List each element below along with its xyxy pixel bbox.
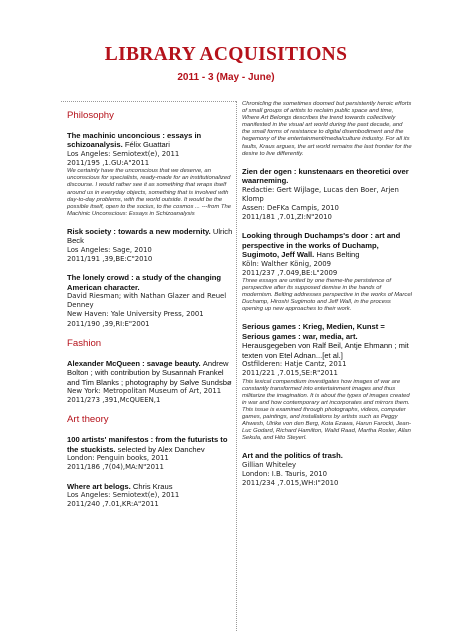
catalog-entry — [67, 227, 234, 264]
lead-abstract: Chronicling the sometimes doomed but persistently heroic efforts of small groups of artists to reclaim public space and time, Where Art Belongs describes the trend towards collectively manifested in the visual art world during the past decade, and the small forms of resistance to digital disembodiment and the hegemony of the entertainment/media/culture industry. For all its faults, Kraus argues, the art world remains the last frontier for the desire to live differently. — [242, 101, 412, 157]
catalog-entry — [242, 231, 412, 313]
entry-title-text: Looking through Duchamps's door : art and perspective in the works of Duchamp, Sugimoto, Jeff Wall. — [242, 231, 401, 260]
entry-detail-line: 2011/190 ,39,RI:E"2001 — [67, 319, 150, 328]
catalog-entry — [67, 131, 234, 218]
section-heading: Philosophy — [67, 110, 114, 121]
catalog-entry — [242, 167, 412, 223]
entry-detail-line: New York: Metropolitan Museum of Art, 2011 — [67, 386, 222, 395]
entry-title — [67, 227, 234, 246]
entry-author: Herausgegeben von Ralf Beil, Antje Ehmann ; mit texten von Etel Adnan...[et al.] — [242, 341, 409, 360]
page-subtitle: 2011 - 3 (May - June) — [177, 72, 275, 83]
entry-title — [67, 359, 234, 387]
entry-abstract: We certainly have the unconscious that we deserve, an unconscious for specialists, ready-made for an institutionalized discourse. I would rather see it as something that wraps itself around us in everyday objects, something that is involved with day-to-day problems, with the world outside. It would be the possible itself, open to the socius, to the cosmos ... ---from The Machinic Unconscious: Essays in Schizoanalysis — [67, 168, 232, 217]
section-heading: Art theory — [67, 414, 109, 426]
entry-detail-line: Gillian Whiteley — [242, 460, 297, 469]
entry-detail-line: Los Angeles: Semiotext(e), 2011 — [67, 149, 180, 158]
right-column — [242, 101, 412, 497]
entry-detail-line: Los Angeles: Semiotext(e), 2011 — [67, 490, 180, 499]
entry-detail-line: London: I.B. Tauris, 2010 — [242, 469, 328, 478]
entry-author: Félix Guattari — [124, 140, 170, 150]
catalog-entry — [67, 359, 234, 406]
entry-title — [67, 482, 234, 491]
catalog-entry — [67, 482, 234, 510]
entry-author: Hans Belting — [316, 250, 360, 260]
column-divider — [236, 101, 237, 631]
entry-title — [67, 131, 234, 150]
page-title: LIBRARY ACQUISITIONS — [104, 44, 348, 65]
entry-detail-line: New Haven: Yale University Press, 2001 — [67, 310, 204, 319]
entry-detail-line: 2011/273 ,391,McQUEEN,1 — [67, 396, 161, 405]
entry-title-text: The machinic unconcious : essays in schizoanalysis. — [67, 131, 202, 150]
entry-detail-line: 2011/191 ,39,BE:C"2010 — [67, 254, 153, 263]
entry-author: Ulrich Beck — [67, 226, 233, 246]
entry-title-text: Risk society : towards a new modernity. — [67, 226, 211, 236]
entry-detail-line: 2011/195 ,1.GU:A"2011 — [67, 159, 150, 168]
entry-detail-line: Assen: DeFKa Campis, 2010 — [242, 203, 339, 212]
entry-title — [242, 322, 412, 360]
catalog-entry — [67, 273, 234, 329]
entry-title-text: Serious games : Krieg, Medien, Kunst = Serious games : war, media, art. — [242, 322, 385, 341]
entry-detail-line: Köln: Walther König, 2009 — [242, 259, 331, 268]
entry-author: Andrew Bolton ; with contribution by Susannah Frankel and Tim Blanks ; photography by Sølve Sundsbø — [67, 358, 232, 387]
entry-detail-line: Ostfilderen: Hatje Cantz, 2011 — [242, 360, 347, 369]
section-heading: Fashion — [67, 337, 102, 349]
entry-detail-line: 2011/234 ,7.015,WH:I"2010 — [242, 479, 339, 488]
entry-author: selected by Alex Danchev — [117, 444, 205, 454]
entry-detail-line: 2011/221 ,7.015,SE:R"2011 — [242, 369, 338, 378]
entry-abstract: This lexical compendium investigates how images of war are constantly transformed into entertainment images and thus militarize the imagination. It is about the types of images created in war and how contemporary art incorporates and mirrors them. This issue is examined through photographs, videos, computer games, paintings, and installations by artists such as Peggy Ahwesh, Ulrike von den Berg, Kota Ezawa, Harun Farocki, Jean-Luc Godard, Richard Hamilton, Walid Raad, Martha Rosler, Allan Sekula, and Hito Steyerl. — [242, 378, 411, 442]
entry-detail-line: 2011/181 ,7.01,ZI:N"2010 — [242, 213, 332, 222]
catalog-entry — [67, 435, 234, 472]
entry-detail-line: Redactie: Gert Wijlage, Lucas den Boer, Arjen Klomp — [242, 185, 399, 203]
entry-title — [67, 435, 234, 454]
entry-title-text: Zien der ogen : kunstenaars en theoretici over waarneming. — [242, 166, 409, 186]
entry-title — [242, 451, 412, 460]
entry-title-text: The lonely crowd : a study of the changing American character. — [67, 273, 221, 292]
entry-detail-line: David Riesman; with Nathan Glazer and Reuel Denney — [67, 291, 227, 310]
entry-detail-line: 2011/237 ,7.049,BE:L"2009 — [242, 268, 338, 277]
entry-title-text: Art and the politics of trash. — [242, 451, 343, 461]
entry-title-text: Alexander McQueen : savage beauty. — [67, 358, 201, 368]
entry-title-text: 100 artists' manifestos : from the futurists to the stuckists. — [67, 435, 228, 454]
entry-detail-line: London: Penguin books, 2011 — [67, 454, 169, 463]
entry-detail-line: 2011/186 ,7(04),MA:N"2011 — [67, 463, 164, 472]
entry-title-text: Where art belogs. — [67, 481, 131, 491]
entry-author: Chris Kraus — [132, 481, 173, 491]
left-column — [67, 101, 234, 518]
entry-title — [242, 167, 412, 186]
entry-detail-line: Los Angeles: Sage, 2010 — [67, 245, 152, 254]
catalog-entry — [242, 322, 412, 442]
entry-title — [67, 273, 234, 292]
entry-abstract: Three essays are united by one theme-the persistence of perspective after its supposed demise in the hands of modernism. Belting addresses perspective in the works of Marcel Duchamp, Hiroshi Sugimoto and Jeff Wall, in the process opening up new approaches to their work. — [242, 278, 412, 313]
entry-detail-line: 2011/240 ,7.01,KR:A"2011 — [67, 500, 159, 509]
entry-title — [242, 231, 412, 259]
catalog-entry — [242, 451, 412, 488]
